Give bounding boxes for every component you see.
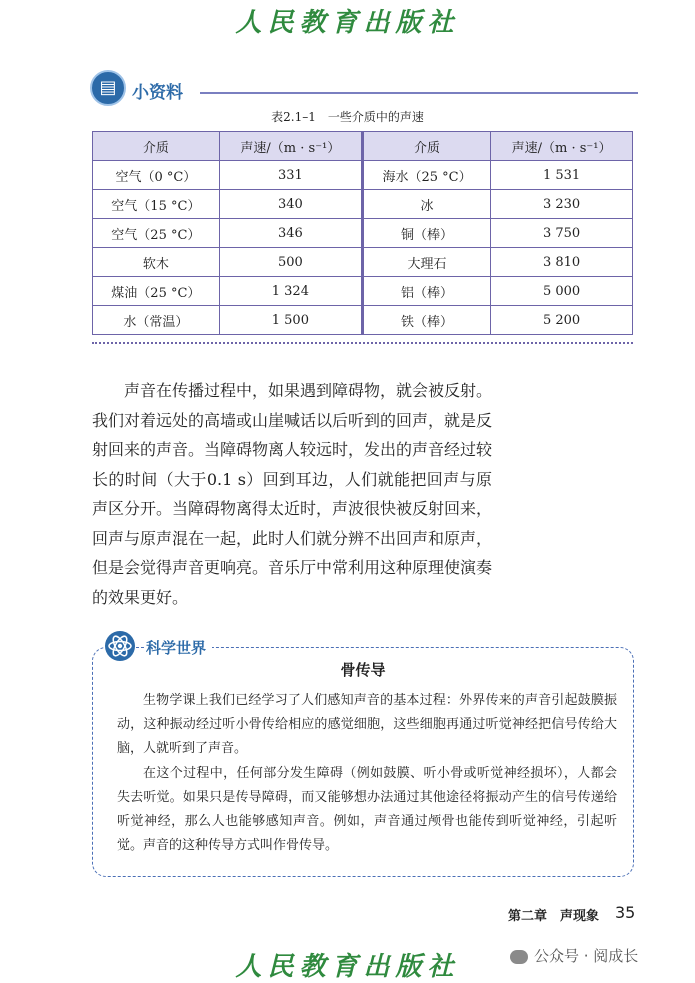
table-row [93, 219, 633, 248]
article-paragraph: 生物学课上我们已经学习了人们感知声音的基本过程：外界传来的声音引起鼓膜振动，这种振动经过听小骨传给相应的感觉细胞，这些细胞再通过听觉神经把信号传给大脑，人就听到了声音。 [117, 693, 617, 756]
table-cell: 软木 [93, 248, 220, 277]
table-header: 声速/（m · s⁻¹） [219, 132, 362, 161]
table-header-row [93, 132, 633, 161]
table-row [93, 306, 633, 335]
table-cell: 空气（0 °C） [93, 161, 220, 190]
table-row [93, 277, 633, 306]
publisher-logo-bottom: 人民教育出版社 [235, 952, 460, 982]
table-cell: 冰 [362, 190, 490, 219]
table-cell: 340 [219, 190, 362, 219]
watermark [510, 945, 638, 966]
table-cell: 3 750 [491, 219, 633, 248]
table-row [93, 248, 633, 277]
table-caption: 表2.1–1 一些介质中的声速 [271, 110, 424, 124]
atom-icon [104, 630, 136, 662]
table-cell: 海水（25 °C） [362, 161, 490, 190]
watermark-text: 公众号 · 阅成长 [534, 947, 639, 965]
table-cell: 煤油（25 °C） [93, 277, 220, 306]
article-heading: 骨传导 [340, 661, 386, 679]
ziliao-title: 小资料 [132, 83, 183, 103]
table-cell: 空气（15 °C） [93, 190, 220, 219]
body-paragraph: 声音在传播过程中，如果遇到障碍物，就会被反射。我们对着远处的高墙或山崖喊话以后听到的回声，就是反射回来的声音。当障碍物离人较远时，发出的声音经过较长的时间（大于0.1 s）回到耳边，人们就能把回声与原声区分开。当障碍物离得太近时，声波很快被反射回来，回声与原声混在一起，此时人们就分辨不出回声和原声，但是会觉得声音更响亮。音乐厅中常利用这种原理使演奏的效果更好。 [92, 381, 493, 607]
table-cell: 空气（25 °C） [93, 219, 220, 248]
table-cell: 1 324 [219, 277, 362, 306]
table-cell: 1 500 [219, 306, 362, 335]
table-cell: 500 [219, 248, 362, 277]
table-cell: 水（常温） [93, 306, 220, 335]
table-header: 声速/（m · s⁻¹） [491, 132, 633, 161]
section-divider [92, 342, 633, 344]
ziliao-header [90, 70, 640, 110]
table-cell: 3 230 [491, 190, 633, 219]
table-cell: 346 [219, 219, 362, 248]
table-cell: 铜（棒） [362, 219, 490, 248]
table-cell: 5 200 [491, 306, 633, 335]
kexue-shijie-title: 科学世界 [144, 637, 212, 658]
ziliao-divider [200, 92, 638, 94]
table-cell: 331 [219, 161, 362, 190]
table-cell: 5 000 [491, 277, 633, 306]
table-cell: 3 810 [491, 248, 633, 277]
table-header: 介质 [362, 132, 490, 161]
sound-speed-table [92, 131, 633, 335]
table-cell: 铁（棒） [362, 306, 490, 335]
chapter-footer: 第二章 声现象 [508, 909, 600, 924]
table-cell: 1 531 [491, 161, 633, 190]
article-paragraph: 在这个过程中，任何部分发生障碍（例如鼓膜、听小骨或听觉神经损坏），人都会失去听觉。如果只是传导障碍，而又能够想办法通过其他途径将振动产生的信号传递给听觉神经，那么人也能够感知声音。例如，声音通过颅骨也能传到听觉神经，引起听觉。声音的这种传导方式叫作骨传导。 [117, 766, 617, 853]
table-cell: 大理石 [362, 248, 490, 277]
page-number: 35 [615, 903, 636, 922]
table-cell: 铝（棒） [362, 277, 490, 306]
wechat-icon [510, 950, 528, 964]
book-icon: ▤ [90, 70, 126, 106]
table-row [93, 190, 633, 219]
table-header: 介质 [93, 132, 220, 161]
table-row [93, 161, 633, 190]
publisher-logo-top: 人民教育出版社 [235, 8, 460, 38]
